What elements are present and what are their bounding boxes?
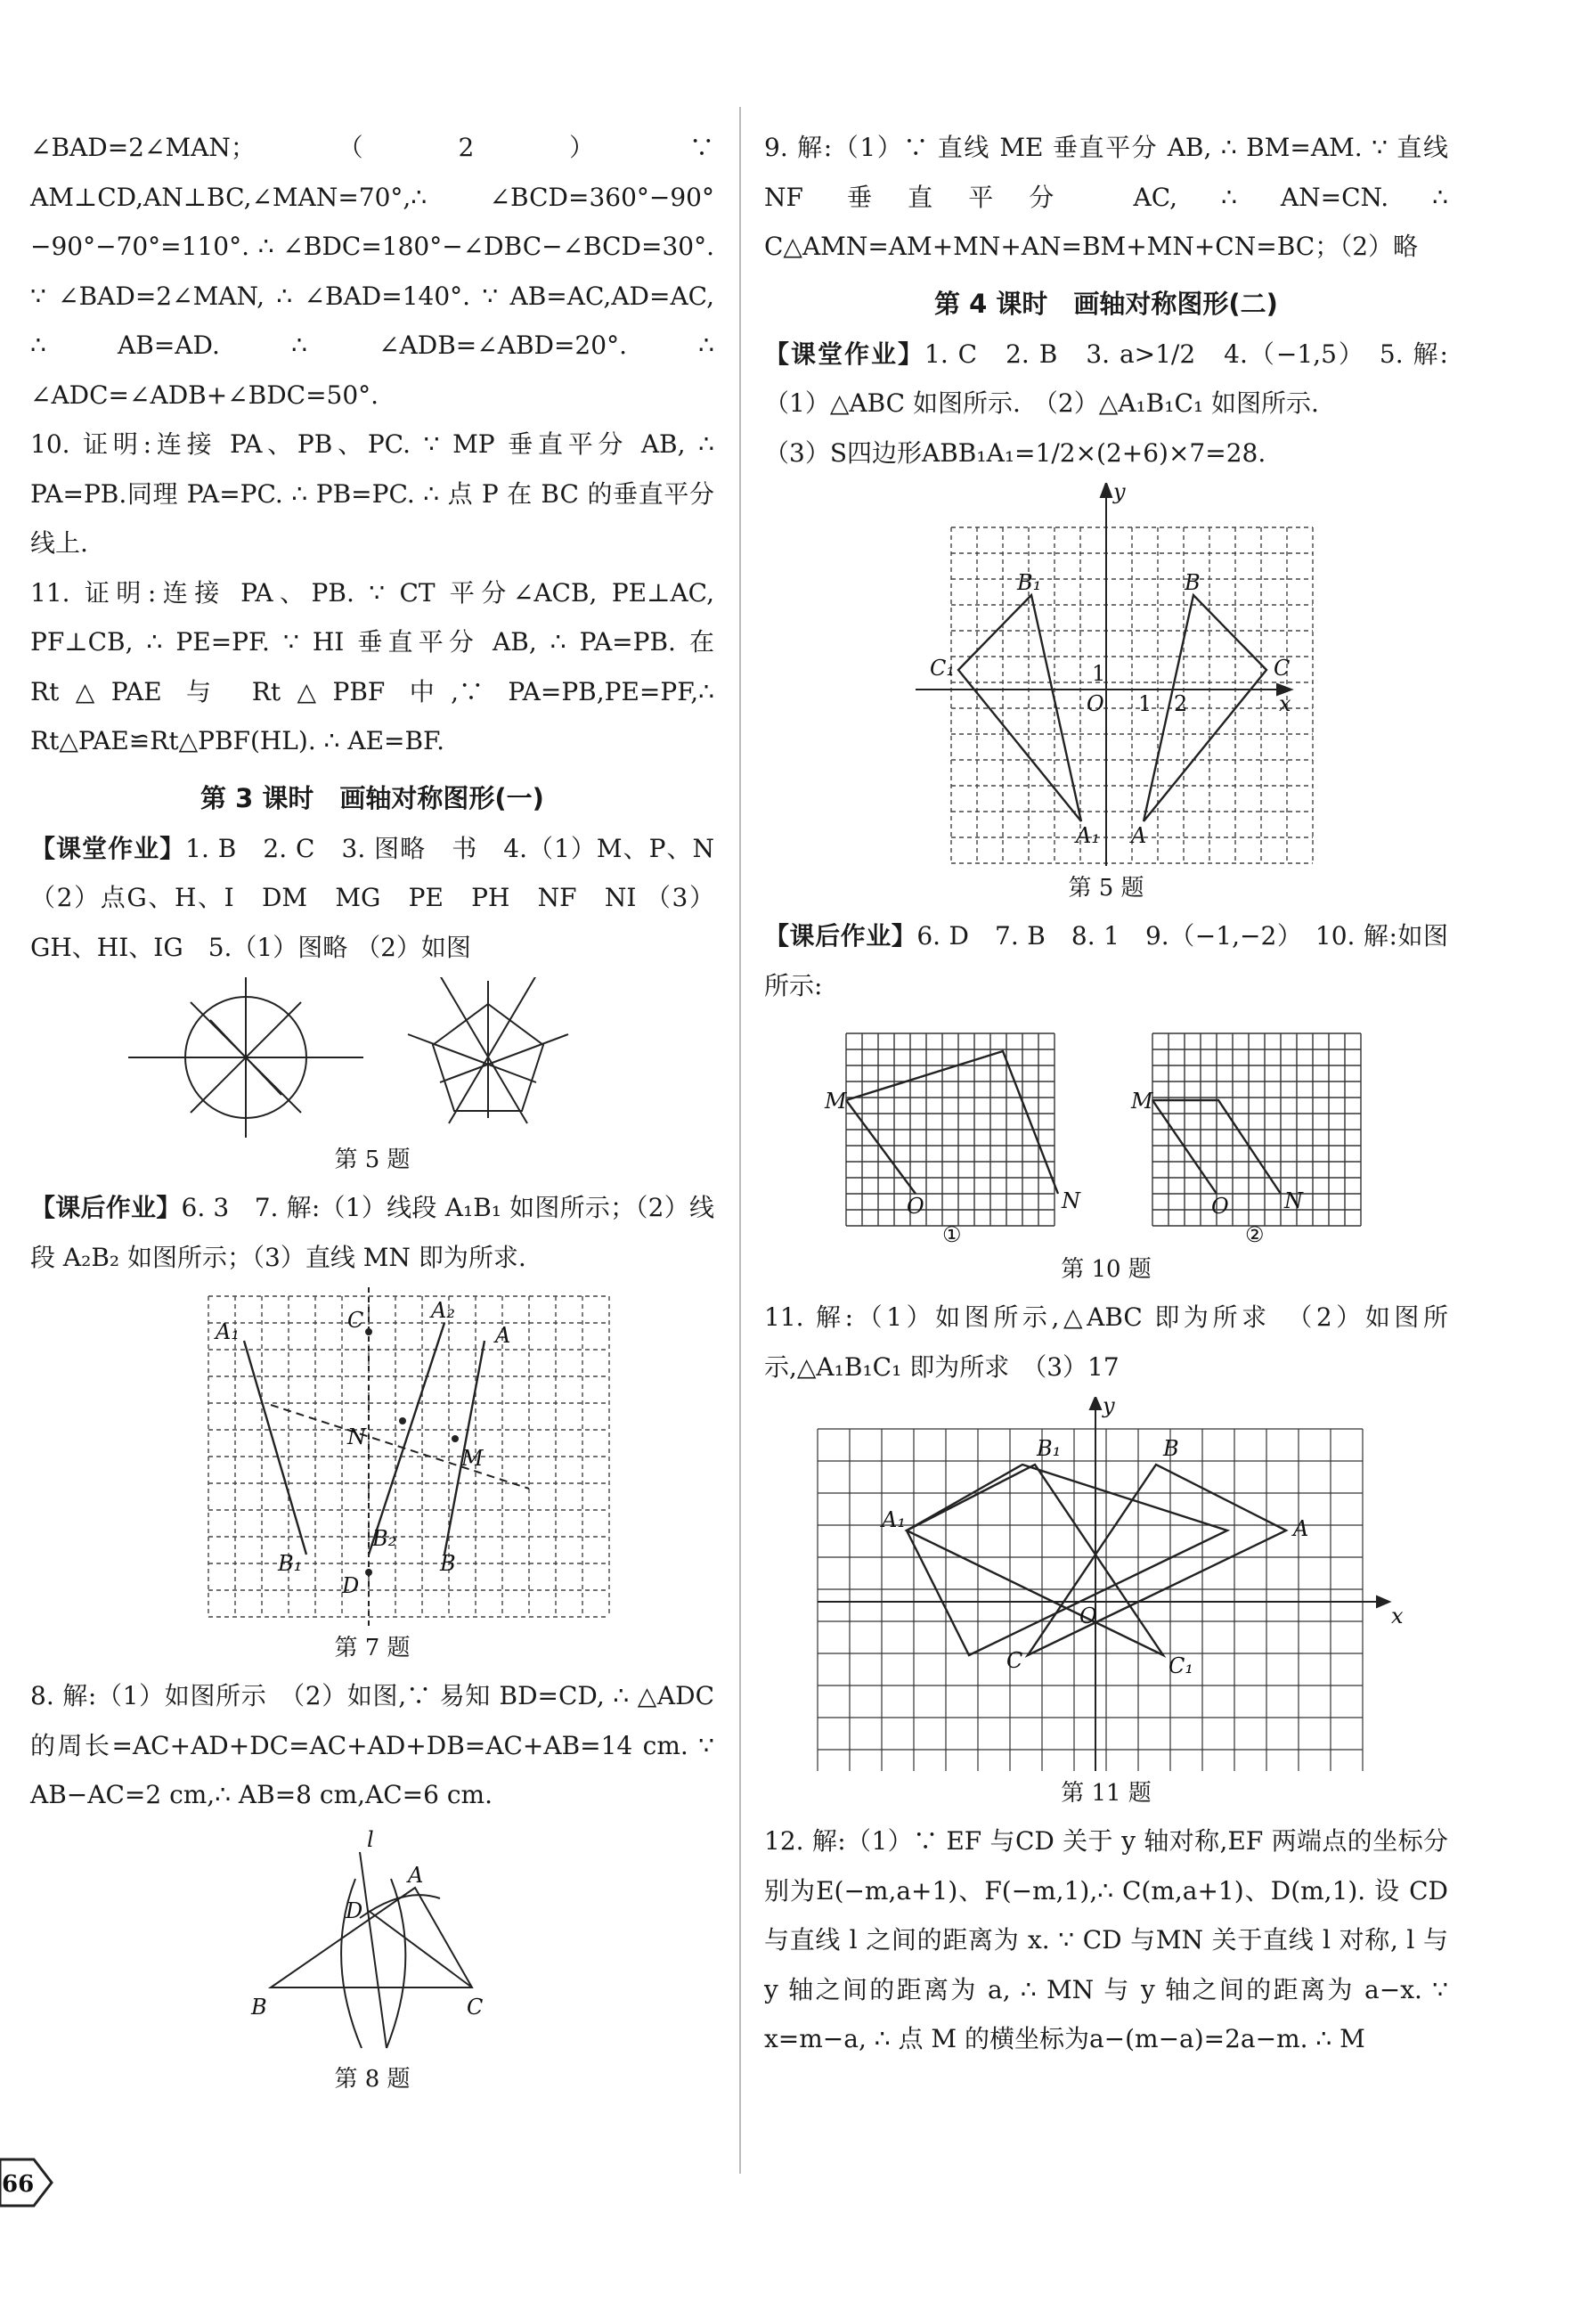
fig5-label-B1: B₁ bbox=[1017, 570, 1042, 595]
figure-5-coordinate-grid bbox=[764, 483, 1448, 866]
fig8-label-C: C bbox=[467, 1994, 484, 2020]
fig10-1-N: N bbox=[1062, 1188, 1080, 1213]
figure-5-caption: 第 5 题 bbox=[334, 1147, 411, 1173]
after-class-3-text: 6. 3 7. 解:（1）线段 A₁B₁ 如图所示；（2）线段 A₂B₂ 如图所示；（3）直线 MN 即为所求. bbox=[30, 1193, 714, 1272]
fig8-label-l: l bbox=[367, 1826, 374, 1852]
column-divider bbox=[739, 107, 741, 2174]
answer-11-right: 11. 解:（1）如图所示,△ABC 即为所求 （2）如图所示,△A₁B₁C₁ 即为所求 （3）17 bbox=[764, 1302, 1448, 1382]
class-work-4-text: 1. C 2. B 3. a>1/2 4.（−1,5） 5. 解:（1）△ABC 如图所示. （2）△A₁B₁C₁ 如图所示. bbox=[764, 339, 1448, 418]
fig5-tick-x1: 1 bbox=[1138, 691, 1152, 716]
fig7-label-A1: A₁ bbox=[216, 1319, 240, 1344]
figure-7-grid bbox=[30, 1287, 714, 1626]
fig10-2-O: O bbox=[1211, 1194, 1229, 1219]
class-work-3 bbox=[30, 824, 714, 973]
answer-9-continued: ∠BAD=2∠MAN；（2）∵ AM⊥CD,AN⊥BC,∠MAN=70°,∴ ∠BCD=360°−90°−90°−70°=110°. ∴ ∠BDC=180°−∠DBC−∠BCD=30°. ∵ ∠BAD=2∠MAN, ∴ ∠BAD=140°. ∵ AB=AC,AD=AC, ∴ AB=AD. ∴ ∠ADB=∠ABD=20°. ∴ ∠ADC=∠ADB+∠BDC=50°. bbox=[30, 133, 714, 410]
fig5-label-A1: A₁ bbox=[1076, 823, 1100, 848]
figure-8 bbox=[30, 1825, 714, 2057]
fig5-tick-y1: 1 bbox=[1092, 661, 1106, 686]
figure-11-coordinate-grid bbox=[764, 1397, 1448, 1771]
fig8-label-B: B bbox=[251, 1994, 267, 2020]
fig10-2-N: N bbox=[1284, 1188, 1303, 1213]
figure-5-right bbox=[764, 483, 1448, 866]
figure-10-caption: 第 10 题 bbox=[1061, 1256, 1152, 1283]
fig5-origin: O bbox=[1087, 691, 1104, 716]
figure-5-left bbox=[30, 977, 714, 1138]
figure-7-caption: 第 7 题 bbox=[334, 1635, 411, 1661]
fig11-label-A: A bbox=[1293, 1516, 1309, 1541]
fig5-label-C: C bbox=[1274, 656, 1291, 681]
fig10-2-M: M bbox=[1131, 1089, 1153, 1114]
class-work-tag-4: 【课堂作业】 bbox=[764, 339, 925, 369]
fig7-label-A: A bbox=[495, 1323, 511, 1348]
answer-8: 8. 解:（1）如图所示 （2）如图,∵ 易知 BD=CD, ∴ △ADC 的周长=AC+AD+DC=AC+AD+DB=AC+AB=14 cm. ∵ AB−AC=2 cm,∴ AB=8 cm,AC=6 cm. bbox=[30, 1681, 714, 1809]
lesson-4-heading: 第 4 课时 画轴对称图形(二) bbox=[934, 288, 1278, 319]
figure-10-grids bbox=[764, 1016, 1448, 1247]
after-class-3 bbox=[30, 1183, 714, 1282]
fig7-label-B2: B₂ bbox=[372, 1526, 397, 1551]
fig10-circ2: ② bbox=[1245, 1222, 1265, 1247]
fig7-label-A2: A₂ bbox=[431, 1298, 455, 1323]
left-column bbox=[30, 123, 714, 2102]
fig11-axis-y: y bbox=[1103, 1397, 1115, 1418]
symmetry-axes-figure bbox=[30, 977, 714, 1138]
fig7-label-M: M bbox=[461, 1446, 484, 1471]
fig5-axis-y: y bbox=[1113, 483, 1126, 504]
fig10-1-O: O bbox=[907, 1194, 924, 1219]
fig11-origin: O bbox=[1079, 1604, 1097, 1628]
figure-10 bbox=[764, 1016, 1448, 1247]
figure-8-caption: 第 8 题 bbox=[334, 2065, 411, 2093]
fig5-tick-x2: 2 bbox=[1174, 691, 1188, 716]
class-work-3-text: 1. B 2. C 3. 图略 书 4.（1）M、P、N （2）点G、H、I DM MG PE PH NF NI （3）GH、HI、IG 5.（1）图略 （2）如图 bbox=[30, 833, 714, 962]
fig8-label-D: D bbox=[346, 1898, 363, 1923]
fig11-label-A1: A₁ bbox=[882, 1507, 906, 1532]
after-class-4 bbox=[764, 911, 1448, 1010]
answer-11: 11. 证明:连接 PA、PB. ∵ CT 平分∠ACB, PE⊥AC, PF⊥CB, ∴ PE=PF. ∵ HI 垂直平分 AB, ∴ PA=PB. 在 Rt△PAE 与 Rt△PBF 中,∵ PA=PB,PE=PF,∴ Rt△PAE≌Rt△PBF(HL). ∴ AE=BF. bbox=[30, 577, 714, 755]
after-class-tag: 【课后作业】 bbox=[30, 1193, 182, 1222]
figure-11 bbox=[764, 1397, 1448, 1771]
answer-9: 9. 解:（1）∵ 直线 ME 垂直平分 AB, ∴ BM=AM. ∵ 直线 NF 垂直平分 AC, ∴ AN=CN. ∴ C△AMN=AM+MN+AN=BM+MN+CN=BC；（2）略 bbox=[764, 133, 1448, 261]
fig10-circ1: ① bbox=[942, 1222, 962, 1247]
answer-10: 10. 证明:连接 PA、PB、PC. ∵ MP 垂直平分 AB, ∴ PA=PB.同理 PA=PC. ∴ PB=PC. ∴ 点 P 在 BC 的垂直平分线上. bbox=[30, 429, 714, 558]
after-class-4-text: 6. D 7. B 8. 1 9.（−1,−2） 10. 解:如图所示: bbox=[764, 921, 1448, 1000]
figure-8-drawing bbox=[30, 1825, 714, 2057]
fig11-axis-x: x bbox=[1391, 1604, 1404, 1628]
figure-11-caption: 第 11 题 bbox=[1061, 1780, 1152, 1807]
lesson-3-heading: 第 3 课时 画轴对称图形(一) bbox=[200, 782, 544, 813]
figure-5r-caption: 第 5 题 bbox=[1068, 875, 1144, 902]
fig7-label-D: D bbox=[342, 1573, 360, 1598]
class-work-tag: 【课堂作业】 bbox=[30, 833, 186, 863]
fig8-label-A: A bbox=[408, 1862, 424, 1888]
fig7-label-N: N bbox=[347, 1424, 366, 1449]
fig7-label-B1: B₁ bbox=[278, 1551, 303, 1576]
answer-12: 12. 解:（1）∵ EF 与CD 关于 y 轴对称,EF 两端点的坐标分别为E(−m,a+1)、F(−m,1),∴ C(m,a+1)、D(m,1). 设 CD 与直线 l 之间的距离为 x. ∵ CD 与MN 关于直线 l 对称, l 与 y 轴之间的距离为 a, ∴ MN 与 y 轴之间的距离为 a−x. ∵ x=m−a, ∴ 点 M 的横坐标为a−(m−a)=2a−m. ∴ M bbox=[764, 1826, 1448, 2053]
fig5-label-C1: C₁ bbox=[930, 656, 955, 681]
fig11-label-C: C bbox=[1006, 1648, 1023, 1673]
fig11-label-C1: C₁ bbox=[1168, 1653, 1193, 1678]
page-number: 66 bbox=[2, 2171, 35, 2198]
fig7-label-B: B bbox=[440, 1551, 456, 1576]
right-column bbox=[764, 123, 1448, 2064]
figure-7 bbox=[30, 1287, 714, 1626]
fig7-label-C: C bbox=[347, 1308, 364, 1333]
fig11-label-B1: B₁ bbox=[1037, 1436, 1062, 1461]
fig5-label-B: B bbox=[1185, 570, 1201, 595]
fig5-axis-x: x bbox=[1279, 691, 1291, 716]
after-class-tag-4: 【课后作业】 bbox=[764, 921, 917, 951]
fig11-label-B: B bbox=[1163, 1436, 1179, 1461]
fig10-1-M: M bbox=[825, 1089, 847, 1114]
area-answer: （3）S四边形ABB₁A₁=1/2×(2+6)×7=28. bbox=[764, 437, 1266, 468]
page-number-badge bbox=[0, 2154, 57, 2211]
class-work-4 bbox=[764, 330, 1448, 429]
fig5-label-A: A bbox=[1131, 823, 1147, 848]
